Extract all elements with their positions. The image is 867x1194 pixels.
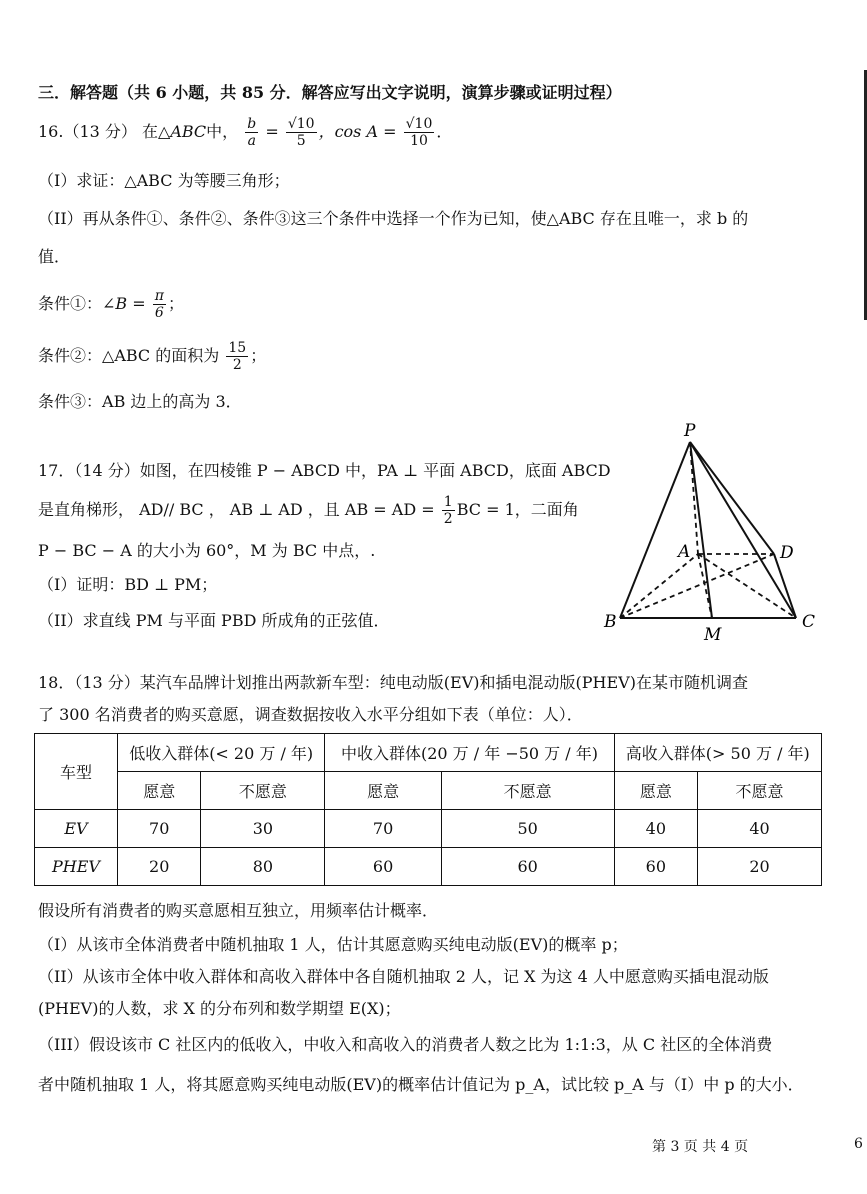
table-cell: 40 (698, 810, 822, 848)
q16-cos-label: ，cos A = (318, 122, 397, 141)
q18-part3-line2: 者中随机抽取 1 人，将其愿意购买纯电动版(EV)的概率估计值记为 p_A，试比较 p_A 与（I）中 p 的大小． (38, 1075, 804, 1094)
q16-part1: （I）求证：△ABC 为等腰三角形； (38, 171, 290, 190)
q17-line3: P − BC − A 的大小为 60°，M 为 BC 中点，. (38, 541, 376, 560)
q18-line2: 了 300 名消费者的购买意愿，调查数据按收入水平分组如下表（单位：人）． (38, 705, 583, 724)
q18-part1: （I）从该市全体消费者中随机抽取 1 人，估计其愿意购买纯电动版(EV)的概率 p； (38, 935, 628, 954)
cond1-label: 条件①： (38, 294, 103, 313)
q17-half-fraction (442, 494, 455, 527)
q18-line1: 18．（13 分）某汽车品牌计划推出两款新车型：纯电动版(EV)和插电混动版(PHEV)在某市随机调查 (38, 673, 748, 692)
page-number: 第 3 页 共 4 页 (652, 1139, 749, 1155)
edge-BD (620, 554, 774, 618)
q16-condition-3 (38, 391, 242, 413)
q16-stem: 16.（13 分） 在△ABC中， $\frac{b}{a}$ = $\frac{√10}{5}$ ，cos A = $\frac{√10}{10}$ ． (38, 116, 453, 149)
q16-part2-line1: （II）再从条件①、条件②、条件③这三个条件中选择一个作为已知，使△ABC 存在且唯一，求 b 的 (38, 209, 749, 228)
edge-mark: 6 (854, 1136, 863, 1152)
table-subheader-row (35, 772, 822, 810)
label-P: P (684, 421, 696, 441)
label-M: M (704, 625, 722, 645)
table-row (35, 848, 822, 886)
q16-triangle: △ABC (158, 122, 207, 141)
edge-AC (698, 554, 796, 618)
table-cell: 60 (325, 848, 441, 886)
q16-cos-den: 10 (410, 133, 428, 149)
q17-part1: （I）证明：BD ⊥ PM； (38, 575, 218, 594)
q18-part3-line1: （III）假设该市 C 社区内的低收入，中收入和高收入的消费者人数之比为 1:1:3，从 C 社区的全体消费 (38, 1035, 773, 1054)
q18-note: 假设所有消费者的购买意愿相互独立，用频率估计概率． (38, 901, 439, 920)
table-header-row (35, 734, 822, 772)
cond3-text: AB 边上的高为 3． (102, 392, 242, 411)
q17-half-den: 2 (443, 511, 453, 527)
table-row-label: PHEV (35, 848, 118, 886)
q16-condition-1 (38, 288, 184, 321)
table-cell: 60 (441, 848, 614, 886)
q16-end: ． (436, 122, 453, 141)
table-cell: 30 (201, 810, 325, 848)
q16-cos-num: √10 (405, 116, 433, 132)
q16-ratio-den: a (247, 133, 256, 149)
table-cell: 20 (698, 848, 822, 886)
table-subheader: 愿意 (614, 772, 697, 810)
table-cell: 20 (118, 848, 201, 886)
q16-stem-mid: 中， (206, 122, 239, 141)
table-group-high: 高收入群体(> 50 万 / 年) (614, 734, 821, 772)
label-D: D (780, 543, 794, 563)
q16-ratio-num: b (247, 116, 257, 132)
label-C: C (802, 612, 816, 632)
q18-part2-line1: （II）从该市全体中收入群体和高收入群体中各自随机抽取 2 人，记 X 为这 4 人中愿意购买插电混动版 (38, 967, 769, 986)
q16-points: （13 分） (63, 122, 137, 141)
q16-part2-line2: 值． (38, 247, 71, 266)
q17-part2: （II）求直线 PM 与平面 PBD 所成角的正弦值． (38, 611, 390, 630)
cond2-num: 15 (228, 340, 247, 356)
table-subheader: 不愿意 (698, 772, 822, 810)
cond2-label: 条件②： (38, 346, 103, 365)
section-heading: 三．解答题（共 6 小题，共 85 分．解答应写出文字说明，演算步骤或证明过程） (38, 83, 622, 102)
q16-value-den: 5 (296, 133, 306, 149)
table-row (35, 810, 822, 848)
table-cell: 50 (441, 810, 614, 848)
q17-line2-b: BC = 1，二面角 (456, 500, 579, 519)
q16-ratio-fraction (245, 116, 258, 149)
q17-line1: 17．（14 分）如图，在四棱锥 P − ABCD 中，PA ⊥ 平面 ABCD，底面 ABCD (38, 461, 611, 480)
q16-condition-2 (38, 340, 266, 373)
table-subheader: 愿意 (118, 772, 201, 810)
cond2-fraction (226, 340, 248, 373)
cond1-den: 6 (154, 305, 164, 321)
cond3-label: 条件③： (38, 392, 103, 411)
q16-cos-fraction (404, 116, 435, 149)
table-cell: 70 (325, 810, 441, 848)
table-cell: 60 (614, 848, 697, 886)
q16-number: 16. (38, 122, 64, 141)
edge-PB (620, 442, 690, 618)
cond1-text: ∠B = (102, 294, 146, 313)
q16-value-fraction (286, 116, 317, 149)
table-row-label: EV (35, 810, 118, 848)
table-cell: 40 (614, 810, 697, 848)
q16-stem-prefix: 在 (142, 122, 159, 141)
table-subheader: 不愿意 (201, 772, 325, 810)
q17-line2 (38, 494, 579, 527)
q17-line2-a: 是直角梯形， AD// BC ， AB ⊥ AD ，且 AB = AD = (38, 500, 435, 519)
cond1-end: ； (167, 294, 184, 313)
table-group-mid: 中收入群体(20 万 / 年 −50 万 / 年) (325, 734, 614, 772)
cond1-fraction (153, 288, 166, 321)
survey-table (34, 733, 822, 886)
table-subheader: 愿意 (325, 772, 441, 810)
cond2-end: ； (250, 346, 267, 365)
table-group-low: 低收入群体(< 20 万 / 年) (118, 734, 325, 772)
cond2-text: △ABC 的面积为 (102, 346, 220, 365)
cond2-den: 2 (232, 357, 242, 373)
q18-part2-line2: (PHEV)的人数，求 X 的分布列和数学期望 E(X)； (38, 999, 401, 1018)
q16-value-num: √10 (287, 116, 315, 132)
label-B: B (604, 612, 617, 632)
table-subheader: 不愿意 (441, 772, 614, 810)
pyramid-figure (600, 420, 830, 650)
q17-half-num: 1 (443, 494, 453, 510)
table-corner-cell: 车型 (35, 734, 118, 810)
label-A: A (678, 542, 691, 562)
table-cell: 70 (118, 810, 201, 848)
cond1-num: π (154, 288, 164, 304)
table-cell: 80 (201, 848, 325, 886)
